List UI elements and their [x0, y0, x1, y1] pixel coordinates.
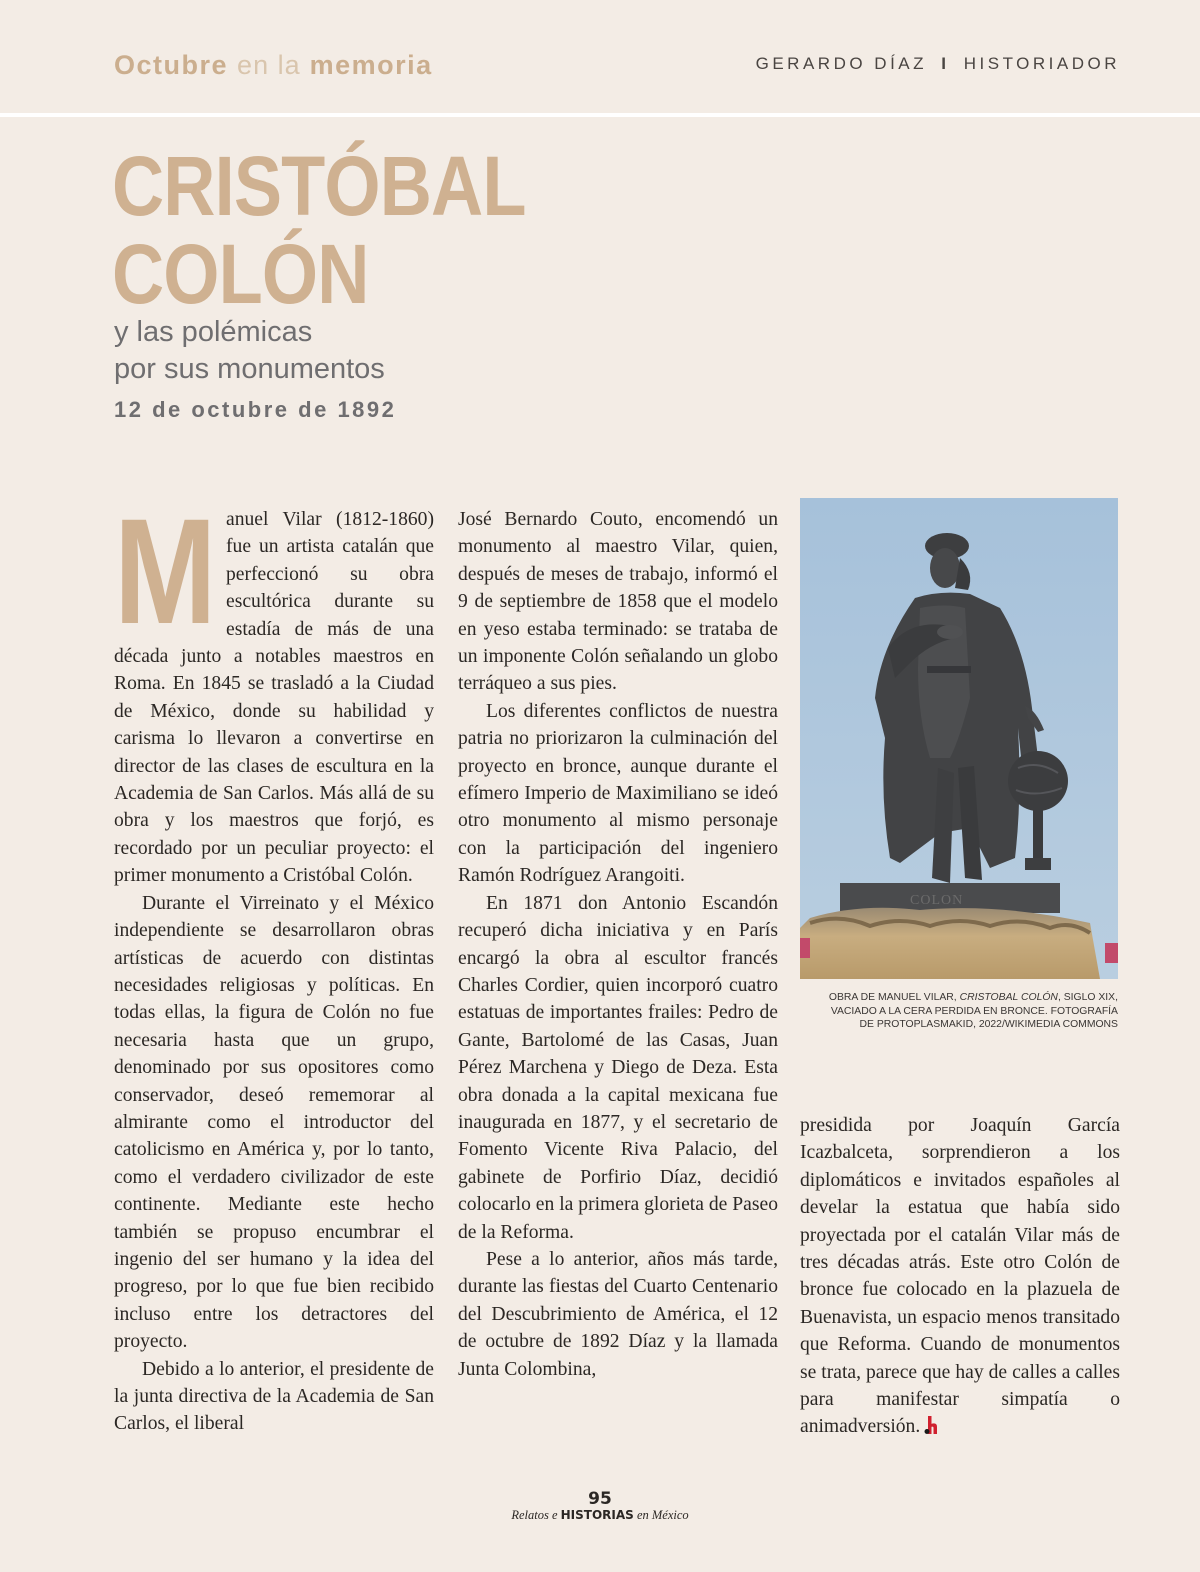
section-word-1: Octubre — [114, 50, 229, 80]
publication-name — [0, 1508, 1200, 1522]
author-role: HISTORIADOR — [963, 54, 1120, 73]
page-number: 95 — [588, 1489, 612, 1509]
paragraph-text: presidida por Joaquín García Icazbalceta, sorprendieron a los diplomáticos e invitados españoles al develar la estatua que había sido proyectada por el catalán Vilar más de tres décadas atrás. Este otro Colón de bronce fue colocado en la plazuela de Buenavista, un espacio menos transitado que Reforma. Cuando de monumentos se trata, parece que hay de calles a calles para manifestar simpatía o animadversión. — [800, 1115, 1120, 1438]
paragraph: En 1871 don Antonio Escandón recuperó dicha iniciativa y en París encargó la obra al escultor francés Charles Cordier, quien incorporó cuatro estatuas de importantes frailes: Pedro de Gante, Bartolomé de las Casas, Juan Pérez Marchena y Diego de Deza. Esta obra donada a la capital mexicana fue inaugurada en 1877, y el secretario de Fomento Vicente Riva Palacio, del gabinete de Porfirio Díaz, decidió colocarlo en la primera glorieta de Paseo de la Reforma. — [458, 892, 778, 1243]
section-word-2: en la — [237, 50, 301, 80]
section-word-3: memoria — [309, 50, 433, 80]
drop-cap: M — [114, 487, 217, 655]
end-mark-logo-icon — [924, 1415, 938, 1433]
author-name: GERARDO DÍAZ — [755, 54, 928, 73]
paragraph: Debido a lo anterior, el presidente de la junta directiva de la Academia de San Carlos, el liberal — [114, 1358, 434, 1435]
byline — [756, 54, 1120, 74]
article-title — [112, 139, 526, 321]
title-line-1: CRISTÓBAL — [112, 139, 526, 233]
statue-illustration — [800, 498, 1118, 979]
text-column-3 — [800, 1112, 1120, 1441]
pub-text-3: en México — [633, 1508, 689, 1522]
text-column-1 — [114, 487, 434, 1438]
pub-text-2: HISTORIAS — [560, 1508, 634, 1522]
page-footer — [0, 1490, 1200, 1522]
section-label — [114, 50, 433, 81]
title-line-2: COLÓN — [112, 227, 369, 321]
text-column-2 — [458, 506, 778, 1383]
header-divider — [0, 113, 1200, 117]
article-subtitle — [114, 314, 385, 388]
byline-separator: I — [941, 54, 950, 73]
statue-photo — [800, 498, 1118, 979]
paragraph: Los diferentes conflictos de nuestra patria no priorizaron la culminación del proyecto en bronce, aunque durante el efímero Imperio de Maximiliano se ideó otro monumento al mismo personaje con la participación del ingeniero Ramón Rodríguez Arangoiti. — [458, 700, 778, 887]
caption-work-title: CRISTOBAL COLÓN — [959, 992, 1058, 1003]
paragraph: Durante el Virreinato y el México independiente se desarrollaron obras artísticas de acuerdo con distintas necesidades religiosas y políticas. En todas ellas, la figura de Colón no fue necesaria hasta que un grupo, denominado por sus opositores como conservador, deseó rememorar al almirante como el introductor del catolicismo en América y, por lo tanto, como el verdadero civilizador de este continente. Mediante este hecho también se propuso encumbrar el ingenio del ser humano y la idea del progreso, por lo que fue bien recibido incluso entre los detractores del proyecto. — [114, 892, 434, 1353]
subtitle-line-2: por sus monumentos — [114, 353, 385, 385]
pub-text-1: Relatos e — [511, 1508, 561, 1522]
photo-caption — [818, 991, 1118, 1032]
paragraph: anuel Vilar (1812-1860) fue un artista catalán que perfeccionó su obra escultórica durante su estadía de más de una década junto a notables maestros en Roma. En 1845 se trasladó a la Ciudad de México, donde su habilidad y carisma lo llevaron a convertirse en director de las clases de escultura en la Academia de San Carlos. Más allá de su obra y los maestros que forjó, es recordado por un peculiar proyecto: el primer monumento a Cristóbal Colón. — [114, 509, 434, 887]
paragraph: Pese a lo anterior, años más tarde, durante las fiestas del Cuarto Centenario del Descubrimiento de América, el 12 de octubre de 1892 Díaz y la llamada Junta Colombina, — [458, 1248, 778, 1380]
subtitle-line-1: y las polémicas — [114, 316, 313, 348]
paragraph: José Bernardo Couto, encomendó un monumento al maestro Vilar, quien, después de meses de trabajo, informó el 9 de septiembre de 1858 que el modelo en yeso estaba terminado: se trataba de un imponente Colón señalando un globo terráqueo a sus pies. — [458, 509, 778, 695]
paragraph — [800, 1112, 1120, 1441]
caption-text-2: , SIGLO XIX, VACIADO A LA CERA PERDIDA EN BRONCE. FOTOGRAFÍA DE PROTOPLASMAKID, 2022/WIKIMEDIA COMMONS — [830, 992, 1118, 1030]
article-date: 12 de octubre de 1892 — [114, 397, 397, 422]
caption-text-1: OBRA DE MANUEL VILAR, — [828, 992, 960, 1003]
pedestal-inscription: COLON — [910, 893, 964, 908]
